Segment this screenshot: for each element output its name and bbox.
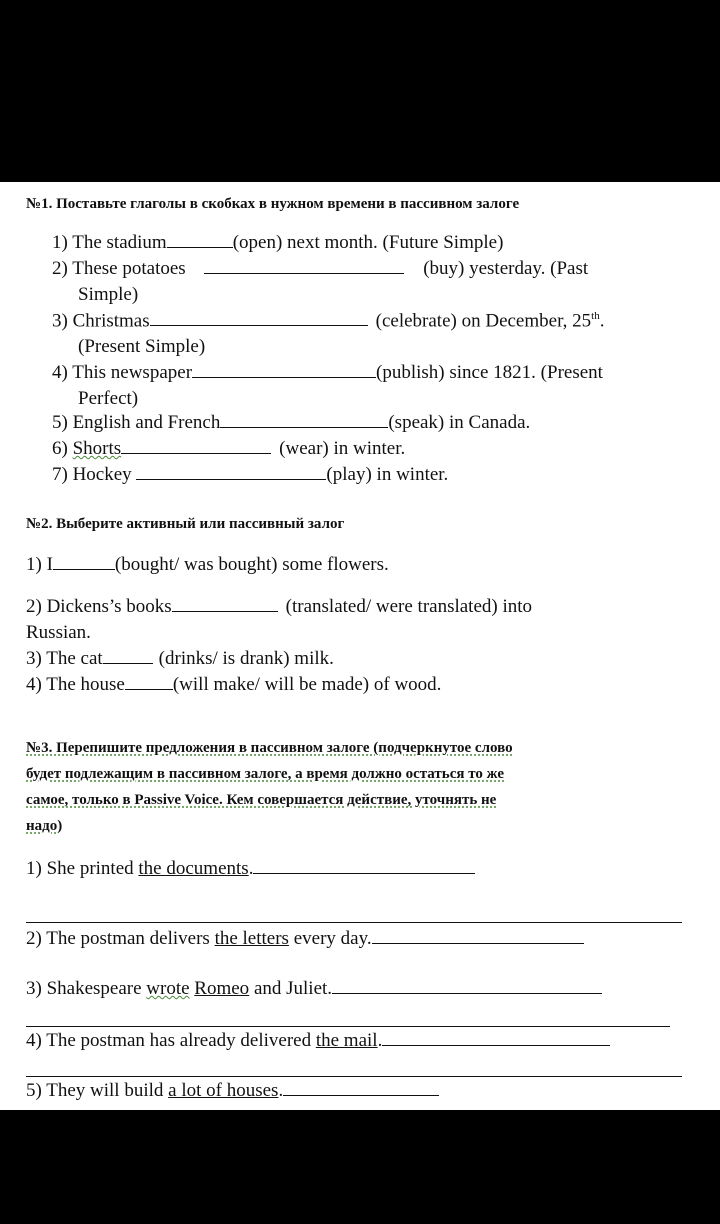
item-verb-hint: (publish) since 1821. (Present — [376, 362, 603, 383]
answer-blank[interactable] — [167, 247, 233, 248]
item-verb-hint: (speak) in Canada. — [388, 412, 531, 433]
answer-blank[interactable] — [172, 611, 278, 612]
answer-line[interactable] — [26, 922, 682, 923]
ex2-item-4 — [26, 674, 441, 696]
item-subject: 4) The house — [26, 674, 125, 695]
item-subject: English and French — [72, 412, 221, 433]
item-number: 7) — [52, 464, 68, 485]
ex2-item-2-cont: Russian. — [26, 622, 91, 643]
ex3-item-2: 2) The postman delivers the letters every day. — [26, 928, 584, 950]
ex2-item-3 — [26, 648, 334, 670]
answer-blank[interactable] — [382, 1045, 610, 1046]
exercise-3-title-line-1: №3. Перепишите предложения в пассивном залоге (подчеркнутое слово — [26, 740, 513, 756]
item-subject: 2) Dickens’s books — [26, 596, 172, 617]
exercise-3-title-line-2: будет подлежащим в пассивном залоге, а время должно остаться то же — [26, 766, 505, 782]
item-verb-hint: (open) next month. (Future Simple) — [232, 232, 504, 253]
ex1-item-1 — [52, 232, 503, 254]
item-options: (translated/ were translated) into — [285, 596, 533, 617]
item-verb-hint: (buy) yesterday. (Past — [423, 258, 589, 279]
ex3-item-4: 4) The postman has already delivered the mail. — [26, 1030, 610, 1052]
ex3-item-1: 1) She printed the documents. — [26, 858, 475, 880]
answer-blank[interactable] — [372, 943, 584, 944]
answer-blank[interactable] — [204, 273, 404, 274]
exercise-3-title-line-3: самое, только в Passive Voice. Кем совершается действие, уточнять не — [26, 792, 497, 808]
answer-blank[interactable] — [332, 993, 602, 994]
underlined-object: the documents — [138, 858, 249, 879]
ex1-item-3: 3) Christmas (celebrate) on December, 25th. — [52, 310, 605, 332]
item-verb-hint: (celebrate) on December, 25 — [375, 310, 592, 332]
item-options: (bought/ was bought) some flowers. — [114, 554, 389, 575]
answer-blank[interactable] — [220, 427, 388, 428]
item-number: 2) — [52, 258, 68, 279]
answer-blank[interactable] — [192, 377, 376, 378]
item-options: (drinks/ is drank) milk. — [158, 648, 334, 669]
item-subject: 3) The cat — [26, 648, 103, 669]
exercise-2-title: №2. Выберите активный или пассивный залог — [26, 516, 345, 532]
answer-blank[interactable] — [150, 325, 368, 326]
item-verb-hint: (wear) in winter. — [279, 438, 406, 459]
ex3-item-3: 3) Shakespeare wrote Romeo and Juliet. — [26, 978, 602, 1000]
answer-blank[interactable] — [253, 873, 475, 874]
answer-line[interactable] — [26, 1076, 682, 1077]
item-number: 5) — [52, 412, 68, 433]
answer-blank[interactable] — [53, 569, 115, 570]
ex1-item-2-cont: Simple) — [78, 284, 139, 305]
item-subject: Shorts — [72, 438, 122, 459]
item-number: 4) — [52, 362, 68, 383]
answer-blank[interactable] — [121, 453, 271, 454]
item-options: (will make/ will be made) of wood. — [172, 674, 442, 695]
item-subject: These potatoes — [72, 258, 186, 279]
ex1-item-5 — [52, 412, 530, 434]
worksheet-page — [0, 182, 720, 1110]
underlined-object: a lot of houses — [168, 1080, 279, 1101]
ex2-item-2 — [26, 596, 532, 618]
item-subject: Hockey — [72, 464, 132, 485]
ex1-item-3-cont: (Present Simple) — [78, 336, 206, 357]
ex1-item-4-cont: Perfect) — [78, 388, 139, 409]
ex1-item-7 — [52, 464, 448, 486]
item-subject: Christmas — [72, 310, 150, 332]
ex2-item-1 — [26, 554, 389, 576]
underlined-object: the mail — [315, 1030, 378, 1051]
item-number: 1) — [52, 232, 68, 253]
item-subject: The stadium — [72, 232, 167, 253]
underlined-object: Romeo — [194, 978, 250, 999]
ex1-item-6 — [52, 438, 405, 460]
superscript: th — [591, 310, 600, 322]
ex1-item-4 — [52, 362, 603, 384]
exercise-3-title-line-4: надо) — [26, 818, 63, 834]
answer-blank[interactable] — [125, 689, 173, 690]
item-subject: This newspaper — [72, 362, 193, 383]
underlined-object: the letters — [214, 928, 289, 949]
item-number: 3) — [52, 310, 68, 332]
ex3-item-5: 5) They will build a lot of houses. — [26, 1080, 439, 1102]
answer-blank[interactable] — [283, 1095, 439, 1096]
exercise-1-title: №1. Поставьте глаголы в скобках в нужном времени в пассивном залоге — [26, 196, 520, 212]
item-number: 6) — [52, 438, 68, 459]
underlined-verb: wrote — [146, 978, 190, 999]
answer-blank[interactable] — [136, 479, 326, 480]
ex1-item-2 — [52, 258, 588, 280]
answer-blank[interactable] — [103, 663, 153, 664]
item-verb-hint: (play) in winter. — [326, 464, 449, 485]
item-subject: 1) I — [26, 554, 53, 575]
answer-line[interactable] — [26, 1026, 670, 1027]
